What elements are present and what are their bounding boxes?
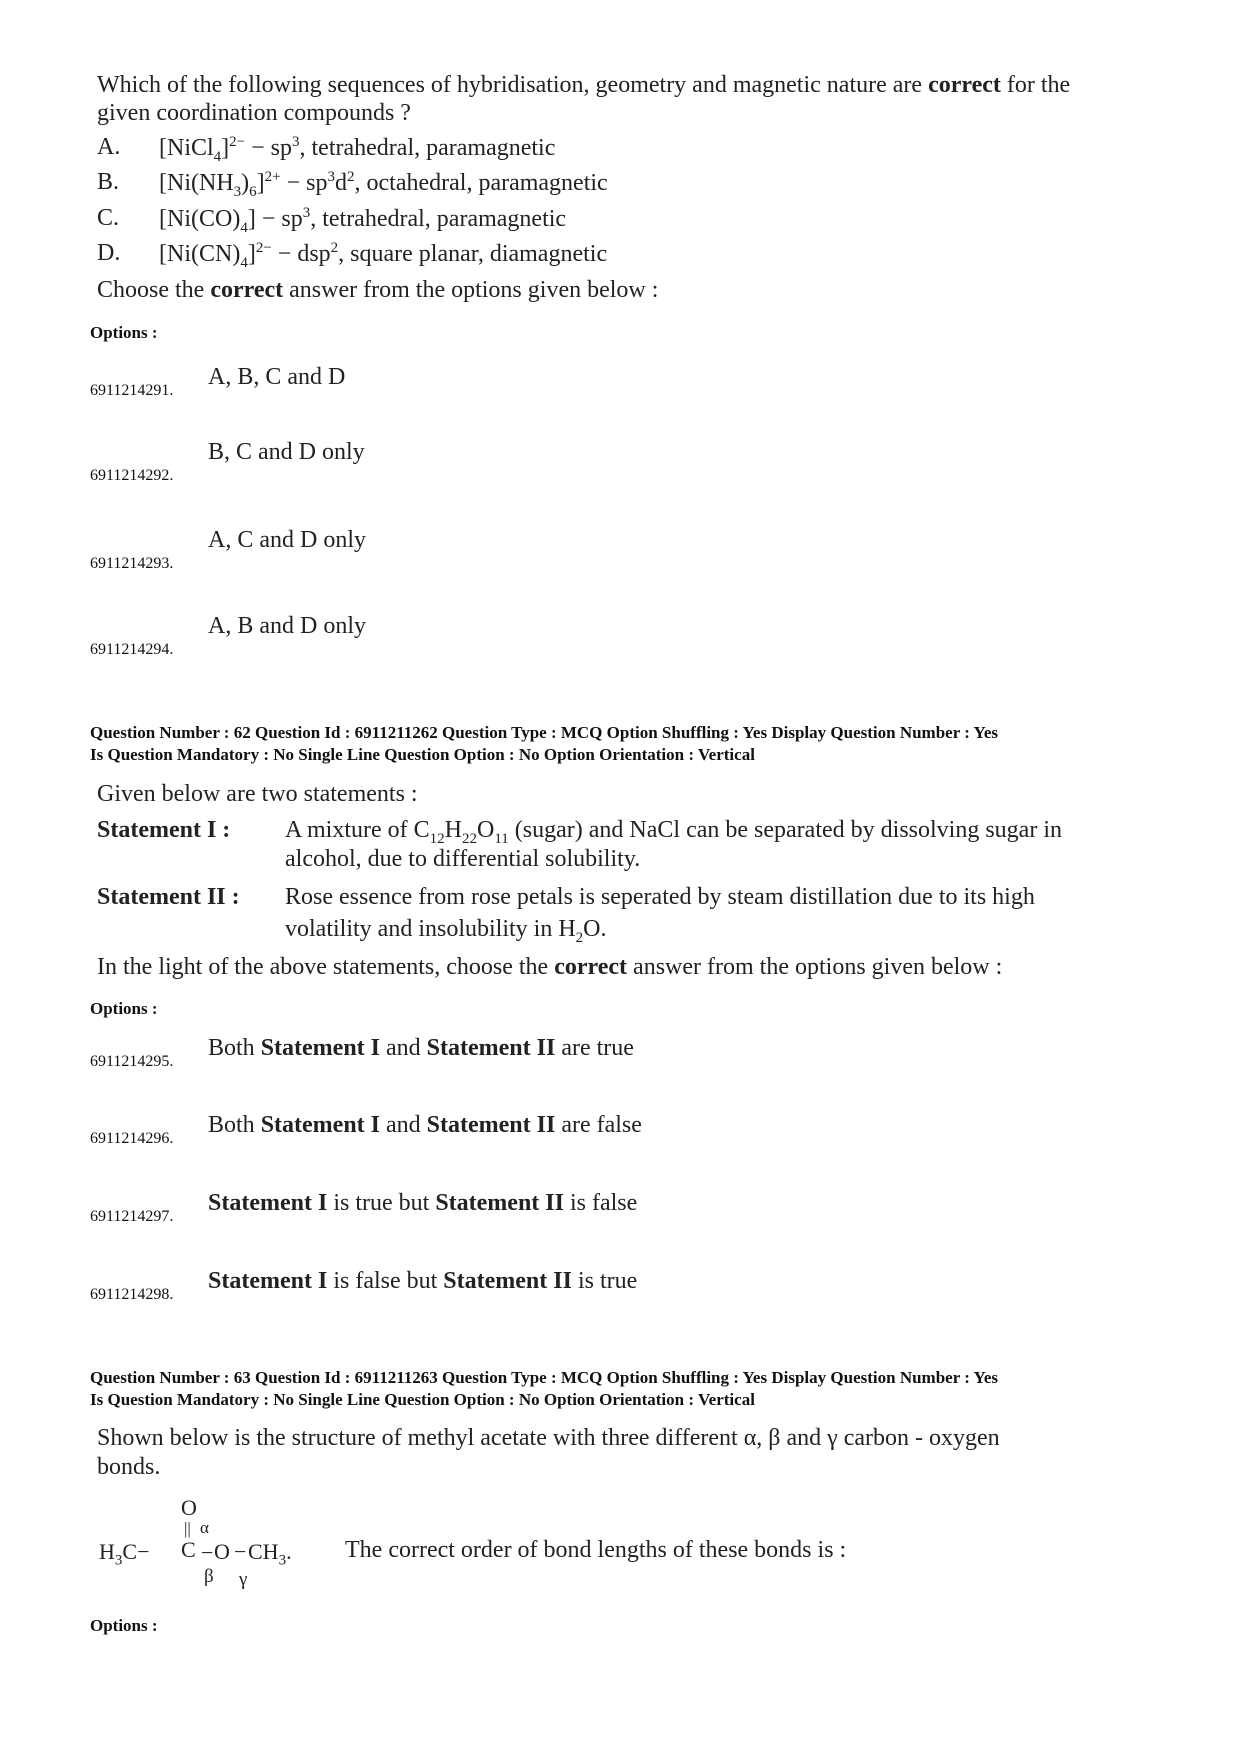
item-letter: D. <box>97 240 121 266</box>
option-text: Statement I is true but Statement II is false <box>208 1190 638 1216</box>
item-body: $[Ni(CN)_4]^{2-} - dsp^2$, square planar, diamagnetic <box>159 240 608 271</box>
beta-bond: − <box>201 1540 214 1565</box>
option-text: A, B, C and D <box>208 364 346 390</box>
option-id: 6911214292. <box>90 467 174 484</box>
q62-option-4[interactable] <box>90 1268 790 1316</box>
item-body: $[Ni(CO)_4] - sp^3$, tetrahedral, paramagnetic <box>159 205 567 236</box>
methyl-group-right: $CH_3$. <box>248 1539 292 1569</box>
gamma-bond: − <box>234 1539 247 1564</box>
q62-meta-line1: Question Number : 62 Question Id : 6911211262 Question Type : MCQ Option Shuffling : Yes Display Question Number : Yes <box>90 723 999 742</box>
ester-oxygen: O <box>214 1539 230 1564</box>
option-text: B, C and D only <box>208 439 365 465</box>
q63-question: The correct order of bond lengths of these bonds is : <box>345 1537 847 1563</box>
item-letter: A. <box>97 134 121 160</box>
q62-statement1-line2: alcohol, due to differential solubility. <box>285 846 641 872</box>
double-bond: || <box>184 1519 191 1538</box>
methyl-acetate-structure <box>97 1495 347 1605</box>
option-id: 6911214293. <box>90 555 174 572</box>
option-id: 6911214298. <box>90 1286 174 1303</box>
q62-statement1-label: Statement I : <box>97 817 231 843</box>
q63-stem-line2: bonds. <box>97 1454 161 1480</box>
option-id: 6911214295. <box>90 1053 174 1070</box>
option-text: Statement I is false but Statement II is true <box>208 1268 638 1294</box>
q62-intro: Given below are two statements : <box>97 781 418 807</box>
q61-option-4[interactable] <box>90 613 690 661</box>
q61-stem-emphasis: correct <box>928 72 1001 98</box>
carbonyl-carbon: C <box>181 1537 196 1562</box>
q62-meta-line2: Is Question Mandatory : No Single Line Question Option : No Option Orientation : Vertical <box>90 745 755 764</box>
option-text: Both Statement I and Statement II are true <box>208 1035 634 1061</box>
q62-statement2-label: Statement II : <box>97 884 240 910</box>
q63-stem-line1: Shown below is the structure of methyl acetate with three different α, β and γ carbon - oxygen <box>97 1425 1000 1451</box>
q62-light-line: In the light of the above statements, choose the correct answer from the options given below : <box>97 954 1003 980</box>
option-id: 6911214291. <box>90 382 174 399</box>
q63-options-label: Options : <box>90 1616 158 1635</box>
item-body: [NiCl$_4$]$^{2-}$ − $sp^3$, tetrahedral, paramagnetic <box>159 134 556 165</box>
option-id: 6911214296. <box>90 1130 174 1147</box>
option-text: Both Statement I and Statement II are false <box>208 1112 642 1138</box>
q61-stem-line2: given coordination compounds ? <box>97 100 411 126</box>
methyl-group-left: $H_3C-$ <box>99 1539 150 1569</box>
q61-option-3[interactable] <box>90 527 690 575</box>
carbonyl-oxygen: O <box>181 1495 197 1520</box>
option-text: A, C and D only <box>208 527 366 553</box>
option-text: A, B and D only <box>208 613 366 639</box>
q62-option-3[interactable] <box>90 1190 790 1238</box>
q61-stem-text-end: for the <box>1000 72 1071 98</box>
gamma-label: γ <box>239 1569 248 1590</box>
q61-option-1[interactable] <box>90 364 690 412</box>
item-letter: B. <box>97 169 120 195</box>
q61-choose-line: Choose the correct answer from the options given below : <box>97 277 659 303</box>
q62-statement2-line1: Rose essence from rose petals is seperated by steam distillation due to its high <box>285 884 1035 910</box>
q61-options-label: Options : <box>90 323 158 342</box>
alpha-label: α <box>200 1518 209 1537</box>
option-id: 6911214294. <box>90 641 174 658</box>
q61-option-2[interactable] <box>90 439 690 487</box>
item-body: $[Ni(NH_3)_6]^{2+} - sp^3d^2$, octahedral, paramagnetic <box>159 169 608 200</box>
q61-stem-line1 <box>97 71 1070 100</box>
q62-statement2-line2: volatility and insolubility in $H_2O$. <box>285 916 607 946</box>
q62-options-label: Options : <box>90 999 158 1018</box>
beta-label: β <box>204 1566 214 1587</box>
q63-meta-line2: Is Question Mandatory : No Single Line Question Option : No Option Orientation : Vertical <box>90 1390 755 1409</box>
q61-stem-text: Which of the following sequences of hybridisation, geometry and magnetic nature are <box>97 72 929 98</box>
q62-statement1-line1: A mixture of $C_{12}H_{22}O_{11}$ (sugar) and NaCl can be separated by dissolving sugar in <box>285 817 1062 847</box>
q62-option-2[interactable] <box>90 1112 790 1160</box>
option-id: 6911214297. <box>90 1208 174 1225</box>
item-letter: C. <box>97 205 120 231</box>
q63-meta-line1: Question Number : 63 Question Id : 6911211263 Question Type : MCQ Option Shuffling : Yes Display Question Number : Yes <box>90 1368 999 1387</box>
q62-option-1[interactable] <box>90 1035 790 1083</box>
